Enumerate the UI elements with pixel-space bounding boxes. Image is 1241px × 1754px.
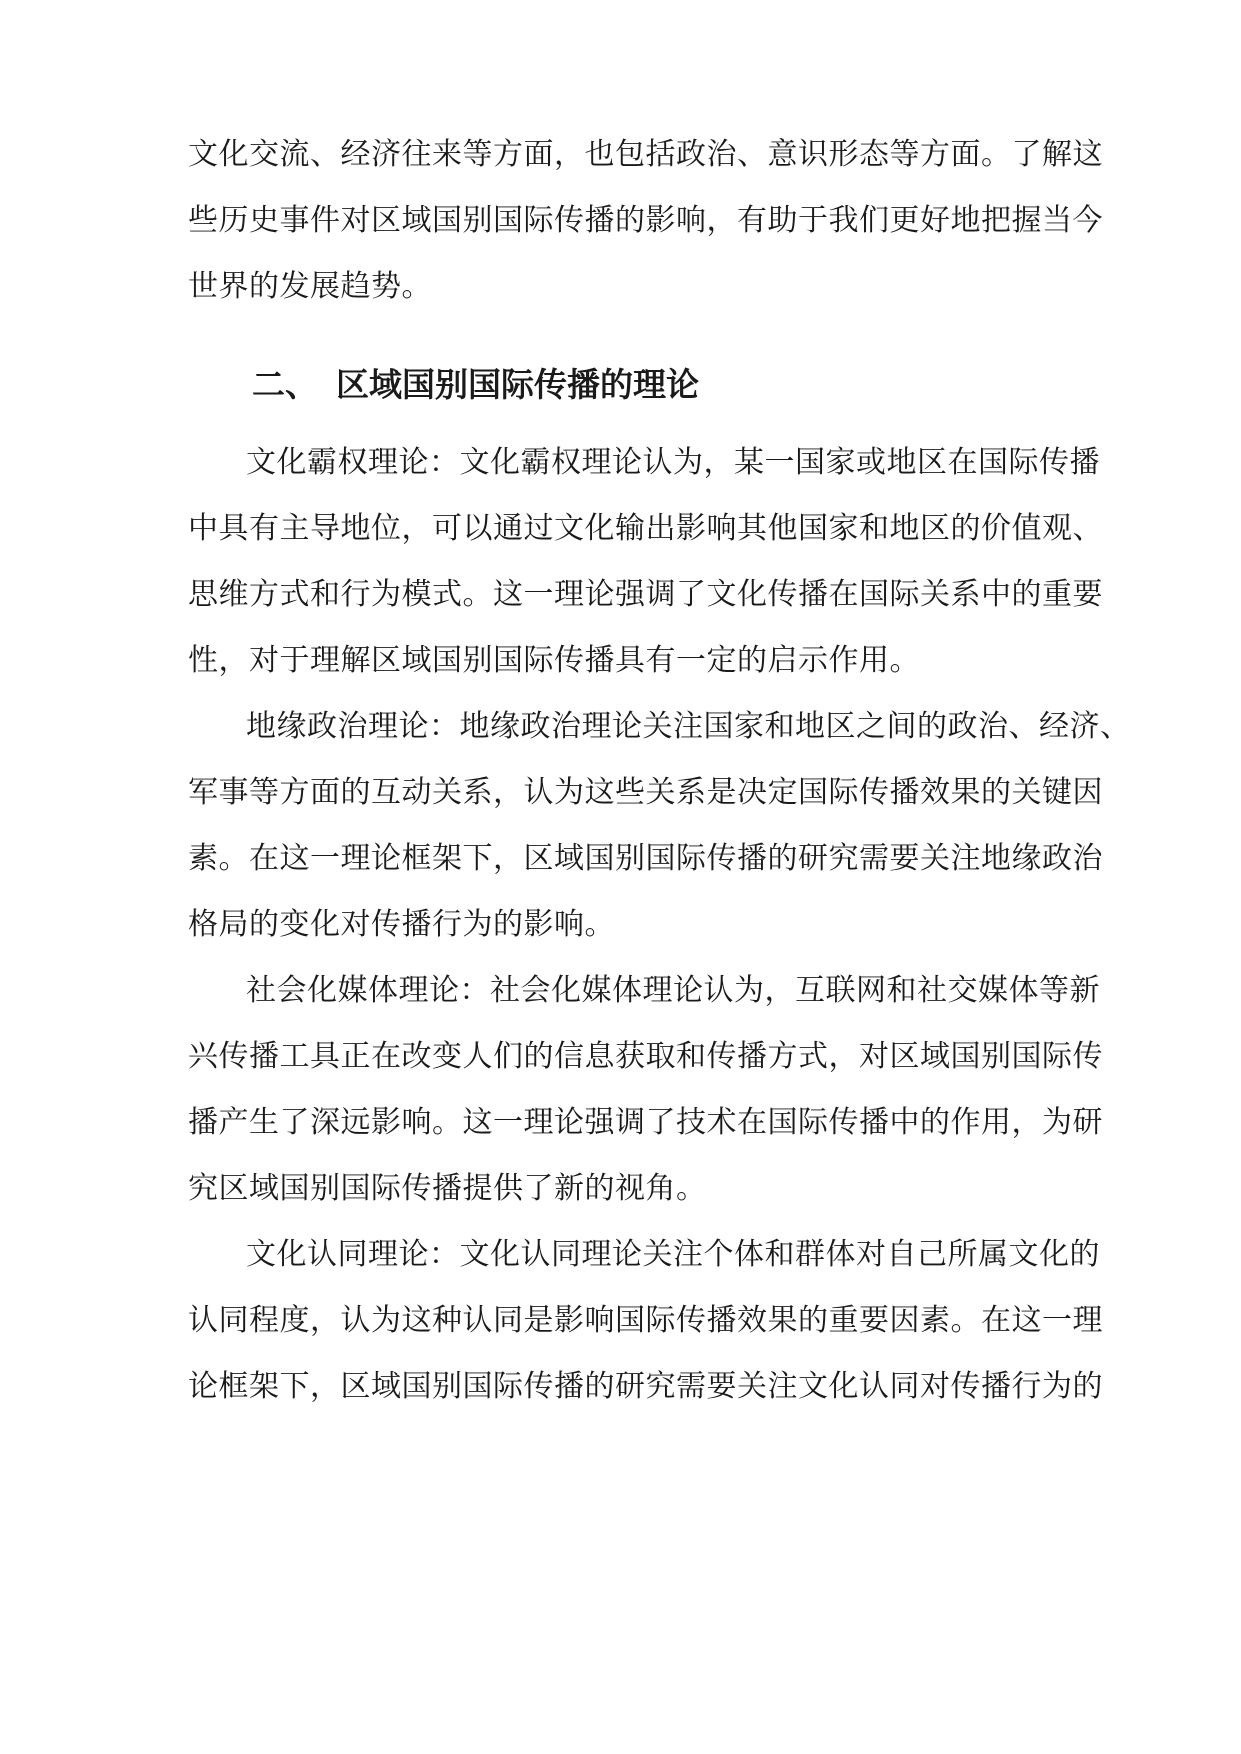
paragraph-line: 思维方式和行为模式。这一理论强调了文化传播在国际关系中的重要 — [188, 577, 1103, 612]
paragraph-line: 文化霸权理论：文化霸权理论认为，某一国家或地区在国际传播 — [246, 445, 1100, 480]
paragraph-line: 格局的变化对传播行为的影响。 — [188, 907, 615, 942]
paragraph-line: 性，对于理解区域国别国际传播具有一定的启示作用。 — [188, 643, 920, 678]
paragraph-line: 社会化媒体理论：社会化媒体理论认为，互联网和社交媒体等新 — [246, 973, 1100, 1008]
paragraph-line: 认同程度，认为这种认同是影响国际传播效果的重要因素。在这一理 — [188, 1303, 1103, 1338]
section-title: 区域国别国际传播的理论 — [336, 365, 699, 404]
paragraph-line: 世界的发展趋势。 — [188, 269, 432, 304]
paragraph-line: 究区域国别国际传播提供了新的视角。 — [188, 1171, 707, 1206]
paragraph-line: 些历史事件对区域国别国际传播的影响，有助于我们更好地把握当今 — [188, 203, 1103, 238]
paragraph-line: 中具有主导地位，可以通过文化输出影响其他国家和地区的价值观、 — [188, 511, 1103, 546]
paragraph-line: 文化认同理论：文化认同理论关注个体和群体对自己所属文化的 — [246, 1237, 1100, 1272]
paragraph-line: 军事等方面的互动关系，认为这些关系是决定国际传播效果的关键因 — [188, 775, 1103, 810]
paragraph-line: 地缘政治理论：地缘政治理论关注国家和地区之间的政治、经济、 — [246, 709, 1131, 744]
section-number: 二、 — [252, 365, 318, 404]
section-heading — [252, 363, 699, 407]
paragraph-line: 论框架下，区域国别国际传播的研究需要关注文化认同对传播行为的 — [188, 1369, 1103, 1404]
paragraph-line: 播产生了深远影响。这一理论强调了技术在国际传播中的作用，为研 — [188, 1105, 1103, 1140]
paragraph-line: 素。在这一理论框架下，区域国别国际传播的研究需要关注地缘政治 — [188, 841, 1103, 876]
paragraph-line: 文化交流、经济往来等方面，也包括政治、意识形态等方面。了解这 — [188, 137, 1103, 172]
paragraph-line: 兴传播工具正在改变人们的信息获取和传播方式，对区域国别国际传 — [188, 1039, 1103, 1074]
